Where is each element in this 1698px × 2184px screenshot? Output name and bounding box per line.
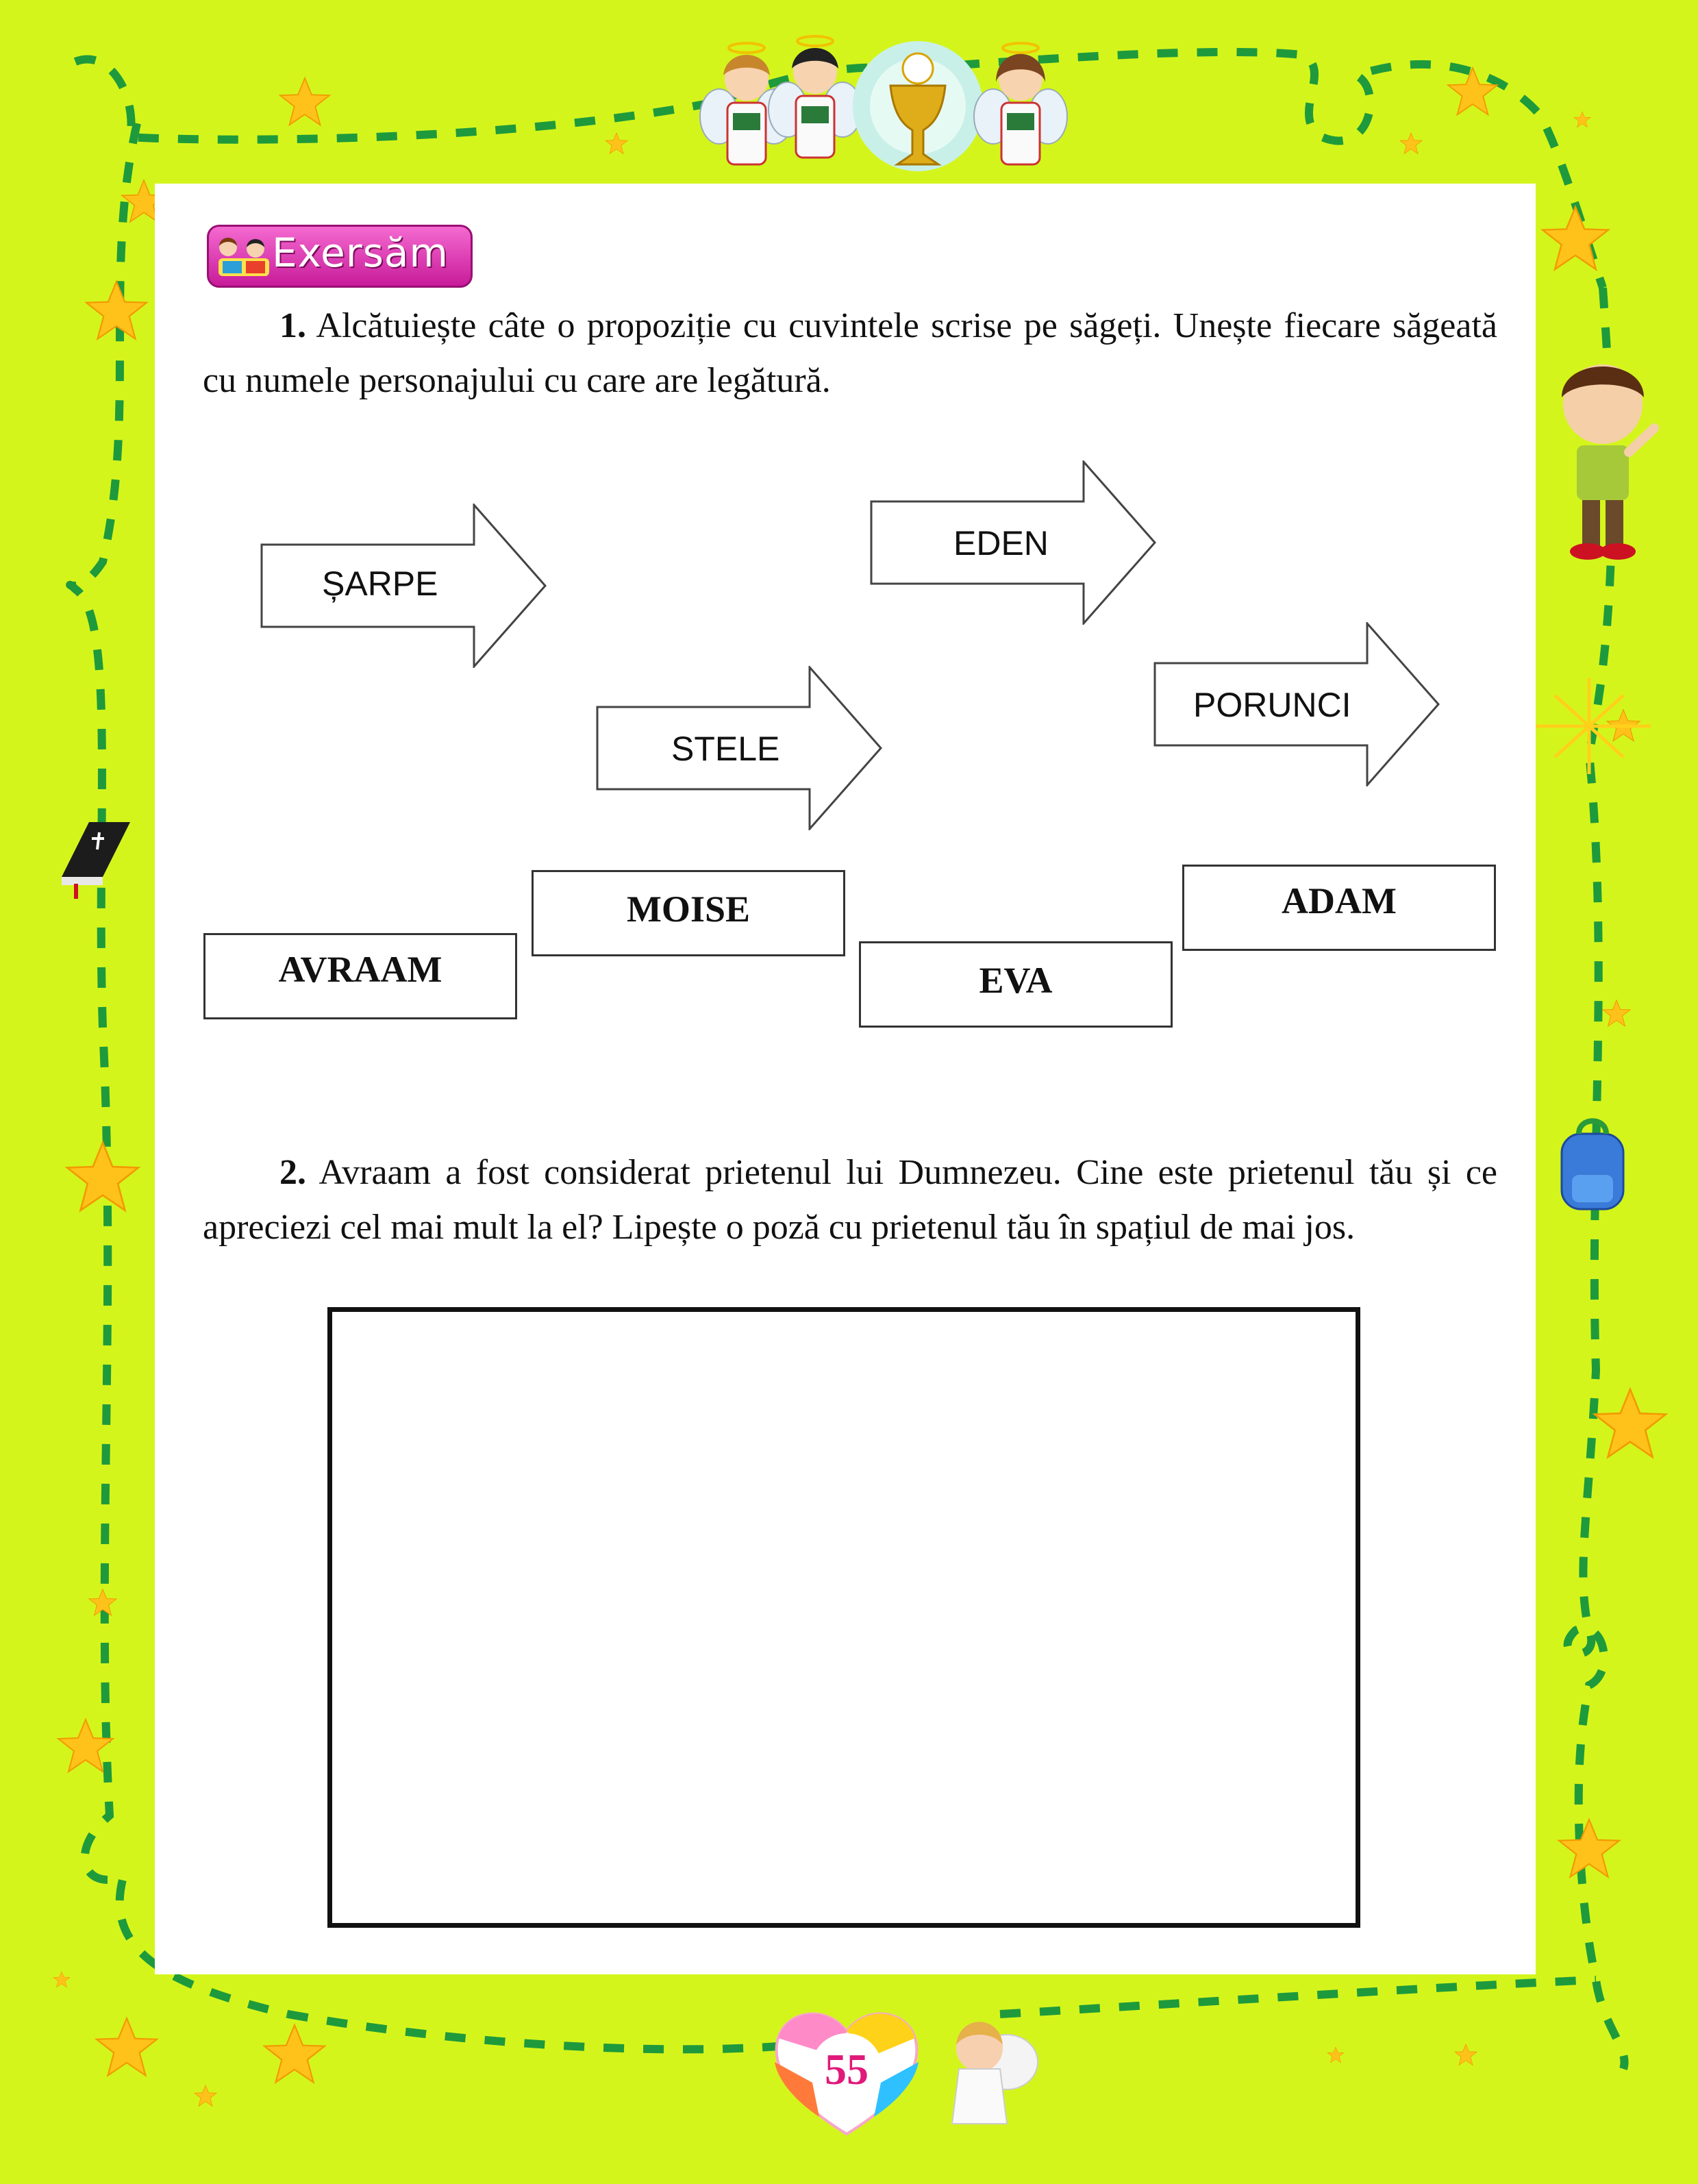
children-reading-icon [213,234,275,282]
exercise-1-text: Alcătuiește câte o propoziție cu cuvintele scrise pe săgeți. Unește fiecare săgeată cu numele personajului cu care are legătură. [203,306,1497,400]
arrow-label: STELE [671,730,780,768]
page-number: 55 [825,2045,869,2094]
bible-icon [62,822,130,899]
star-icon [264,2025,325,2083]
exercise-1-number: 1. [279,306,306,345]
arrow-label: PORUNCI [1193,686,1351,724]
star-icon [1327,2047,1344,2063]
section-title: Exersăm [272,229,449,276]
photo-paste-area[interactable] [327,1307,1360,1928]
backpack-icon [1562,1121,1623,1209]
star-icon [195,2085,216,2106]
boy-icon [1562,364,1654,560]
section-badge [207,225,473,288]
star-icon [1400,133,1422,153]
star-icon [97,2018,157,2076]
star-icon [1595,1389,1666,1457]
star-icon [1455,2044,1477,2065]
star-icon [1559,1820,1619,1877]
exercise-2-instruction [203,1145,1497,1255]
word-arrow[interactable] [870,460,1158,625]
arrow-label: ȘARPE [322,564,438,603]
character-name-box[interactable]: AVRAAM [203,933,517,1019]
character-name-box[interactable]: EVA [859,941,1173,1028]
star-icon [1543,207,1608,269]
exercise-2-number: 2. [279,1153,306,1192]
star-icon [1603,1000,1630,1026]
chalice-icon [853,41,983,171]
sparkle-icon [1527,678,1651,774]
praying-angel-icon [952,2022,1038,2124]
star-icon [67,1143,138,1211]
exercise-1-instruction [203,299,1497,408]
word-arrow[interactable] [260,504,548,668]
arrow-label: EDEN [953,524,1049,562]
star-icon [605,133,627,153]
word-arrow[interactable] [1153,622,1441,786]
dashed-border-bottom [288,1980,1596,2049]
star-icon [1574,112,1590,127]
star-icon [280,78,329,125]
character-name-box[interactable]: MOISE [532,870,845,956]
star-icon [53,1972,70,1987]
word-arrow[interactable] [596,666,884,830]
exercise-2-text: Avraam a fost considerat prietenul lui Dumnezeu. Cine este prietenul tău și ce apreciezi cel mai mult la el? Lipește o poză cu prietenul tău în spațiul de mai jos. [203,1153,1497,1247]
character-name-box[interactable]: ADAM [1182,865,1496,951]
